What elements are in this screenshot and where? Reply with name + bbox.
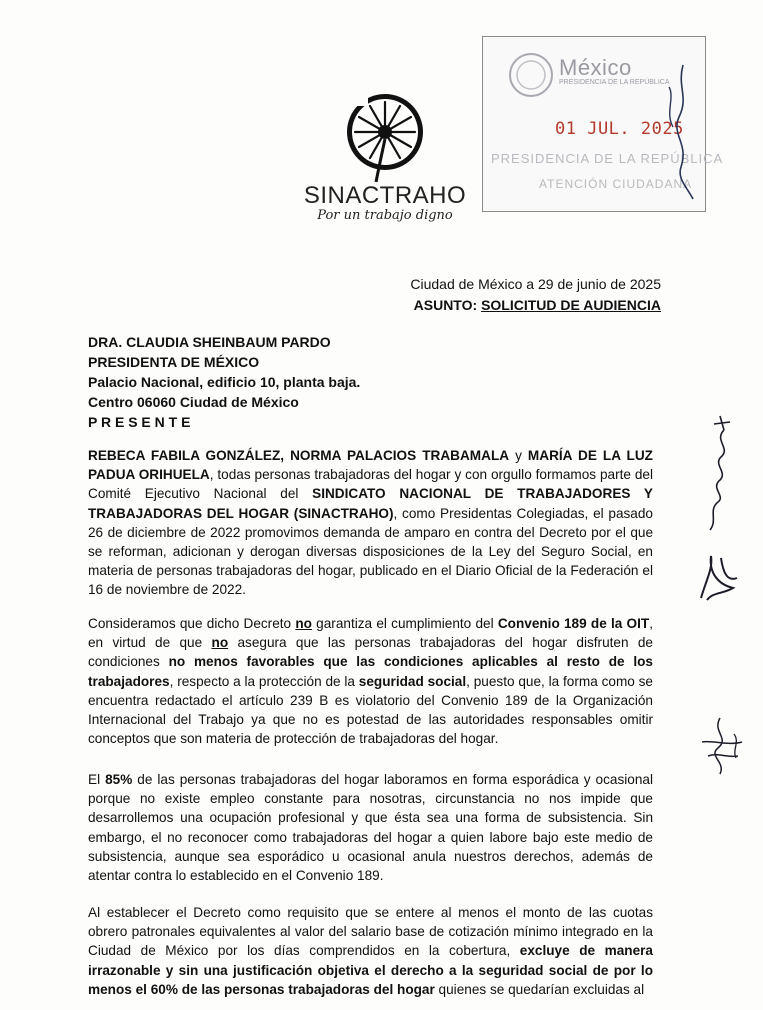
subject-line (414, 297, 661, 313)
stamp-subtitle: PRESIDENCIA DE LA REPÚBLICA (559, 79, 670, 86)
stamp-date: 01 JUL. 2025 (555, 119, 684, 139)
paragraph-text: quienes se quedarían excluidas al (434, 981, 645, 997)
margin-signature-2-icon (693, 548, 743, 608)
emphasis-text: excluye de manera irrazonable y sin una justificación objetiva el derecho a la seguridad social de por lo menos el 60% de las personas trabajadoras del hogar (88, 943, 653, 997)
addressee-address-2: Centro 06060 Ciudad de México (88, 394, 299, 410)
emphasis-no: no (295, 616, 312, 631)
emphasis-text: Convenio 189 de la OIT (497, 616, 650, 631)
sunflower-logo-icon (340, 84, 430, 184)
national-seal-icon (507, 51, 555, 99)
emphasis-no: no (211, 635, 229, 651)
stamp-signature-icon (653, 57, 703, 207)
addressee-name: DRA. CLAUDIA SHEINBAUM PARDO (88, 334, 331, 350)
body-paragraph-4 (88, 903, 653, 999)
date-line: Ciudad de México a 29 de junio de 2025 (410, 276, 661, 292)
margin-signature-3-icon (690, 712, 750, 782)
paragraph-text: asegura que las personas trabajadoras del hogar disfruten de condiciones (88, 635, 653, 670)
paragraph-text: Al establecer el Decreto como requisito que se entere al menos el monto de las cuotas obrero patronales equivalentes al valor del salario base de cotización mínimo integrado en la Ciudad de México por los días comprendidos en la cobertura, (88, 905, 653, 959)
emphasis-text: seguridad social (358, 673, 467, 689)
union-name: SINDICATO NACIONAL DE TRABAJADORES Y TRABAJADORAS DEL HOGAR (SINACTRAHO) (88, 486, 653, 521)
stamp-department: ATENCIÓN CIUDADANA (539, 177, 693, 191)
paragraph-text: , respecto a la protección de la (169, 673, 359, 689)
body-paragraph-3 (88, 770, 653, 885)
stamp-office: PRESIDENCIA DE LA REPÚBLICA (491, 151, 724, 166)
addressee-address-1: Palacio Nacional, edificio 10, planta baja. (88, 374, 361, 390)
margin-signature-1-icon (700, 410, 740, 540)
paragraph-text: Consideramos que dicho Decreto (88, 616, 296, 631)
paragraph-text: garantiza el cumplimiento del (311, 616, 498, 631)
subject-value: SOLICITUD DE AUDIENCIA (481, 297, 661, 313)
salutation: P R E S E N T E (88, 414, 191, 430)
conjunction: y (509, 448, 528, 463)
paragraph-text: El (88, 772, 106, 787)
addressee-title: PRESIDENTA DE MÉXICO (88, 354, 260, 370)
emphasis-text: no menos favorables que las condiciones aplicables al resto de los trabajadores (88, 654, 653, 689)
addressee-block (88, 332, 360, 432)
body-paragraph-1 (88, 446, 653, 600)
signatory-name-3: MARÍA DE LA LUZ PADUA ORIHUELA (88, 448, 653, 483)
subject-label: ASUNTO: (413, 297, 482, 313)
paragraph-text: de las personas trabajadoras del hogar laboramos en forma esporádica y ocasional porque no existe empleo constante para nosotras, circunstancia no nos impide que desarrollemos una ocupación profesional y que ésta sea una forma de subsistencia. Sin embargo, el no reconocer como trabajadoras del hogar a quien labore bajo este medio de subsistencia, aunque sea esporádico u ocasional anula nuestros derechos, además de atentar contra lo establecido en el Convenio 189. (88, 772, 653, 884)
stamp-country: México (559, 55, 632, 80)
signatory-names: REBECA FABILA GONZÁLEZ, NORMA PALACIOS TRABAMALA (88, 448, 510, 463)
paragraph-text: , puesto que, la forma como se encuentra redactado el artículo 239 B es violatorio del Convenio 189 de la Organización Internacional del Trabajo ya que no es potestad de las autoridades responsables omitir conceptos que son materia de protección de trabajadoras del hogar. (88, 673, 653, 747)
brand-name: SINACTRAHO (303, 182, 467, 209)
sinactraho-logo (300, 84, 470, 223)
paragraph-text: , como Presidentas Colegiadas, el pasado 26 de diciembre de 2022 promovimos demanda de amparo en contra del Decreto por el que se reforman, adicionan y derogan diversas disposiciones de la Ley del Seguro Social, en materia de personas trabajadoras del hogar, publicado en el Diario Oficial de la Federación el 16 de noviembre de 2022. (88, 505, 653, 598)
reception-stamp (482, 36, 724, 212)
paragraph-text: , todas personas trabajadoras del hogar y con orgullo formamos parte del Comité Ejecutivo Nacional del (88, 467, 653, 502)
body-paragraph-2 (88, 614, 653, 748)
brand-slogan: Por un trabajo digno (317, 208, 453, 223)
paragraph-text: , en virtud de que (88, 616, 653, 651)
emphasis-text: 85% (105, 772, 133, 787)
